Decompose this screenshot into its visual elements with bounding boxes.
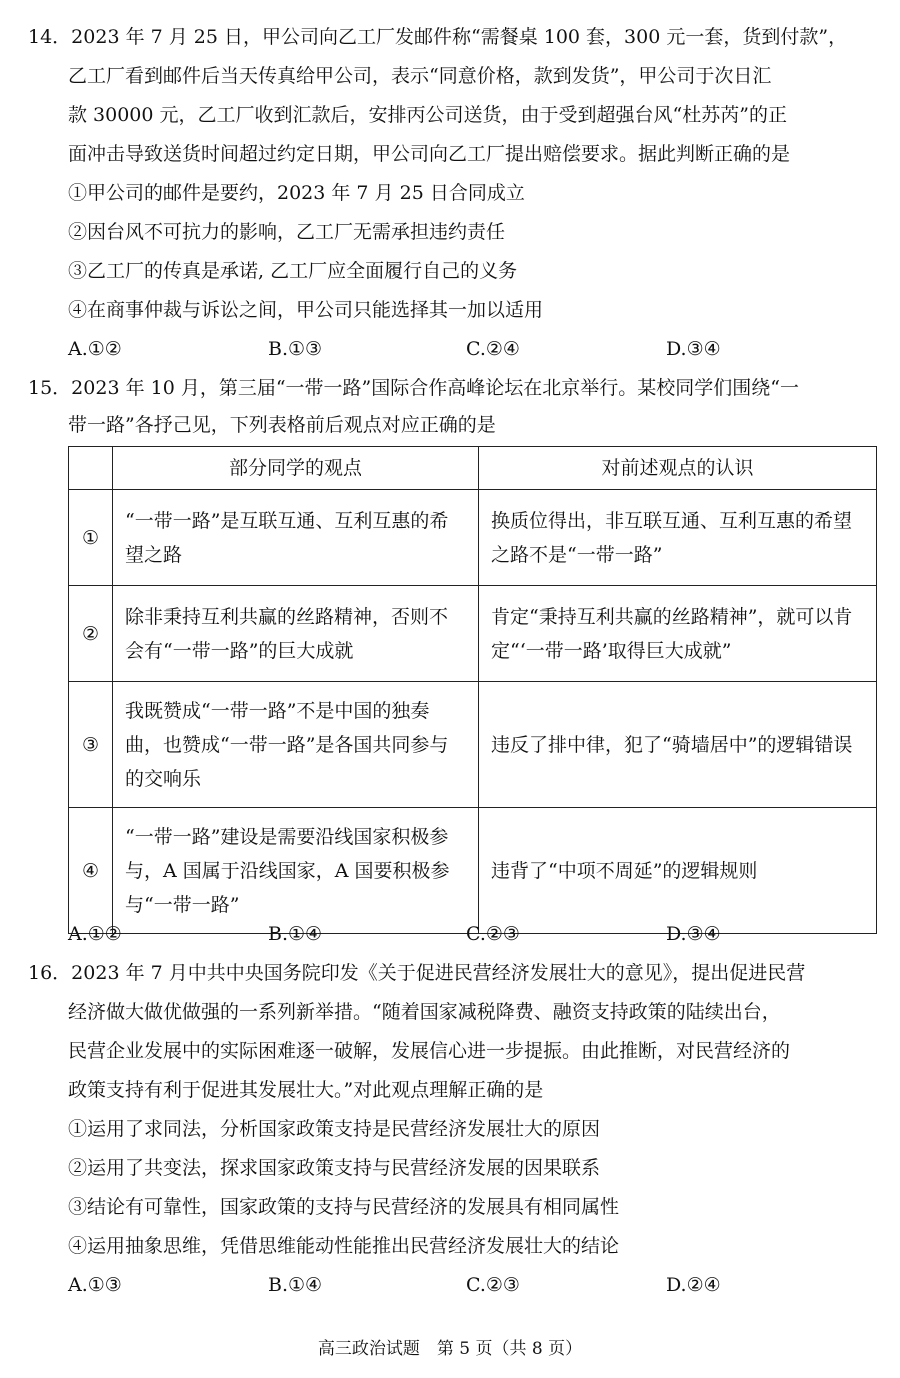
table-row bbox=[69, 586, 877, 682]
row-number: ④ bbox=[69, 808, 113, 934]
answer-option-c[interactable]: C.②④ bbox=[466, 338, 520, 360]
answer-option-d[interactable]: D.③④ bbox=[666, 923, 721, 945]
statement-item: ①运用了求同法，分析国家政策支持是民营经济发展壮大的原因 bbox=[68, 1118, 601, 1140]
view-comment-cell: 换质位得出，非互联互通、互利互惠的希望之路不是“一带一路” bbox=[479, 490, 877, 586]
question-stem-line: 14．2023 年 7 月 25 日，甲公司向乙工厂发邮件称“需餐桌 100 套，300 元一套，货到付款”， bbox=[28, 26, 848, 48]
answer-option-a[interactable]: A.①② bbox=[68, 923, 122, 945]
answer-option-a[interactable]: A.①③ bbox=[68, 1274, 122, 1296]
statement-item: ①甲公司的邮件是要约，2023 年 7 月 25 日合同成立 bbox=[68, 182, 525, 204]
statement-item: ③结论有可靠性，国家政策的支持与民营经济的发展具有相同属性 bbox=[68, 1196, 620, 1218]
student-view-cell: 除非秉持互利共赢的丝路精神，否则不会有“一带一路”的巨大成就 bbox=[113, 586, 479, 682]
answer-option-d[interactable]: D.②④ bbox=[666, 1274, 721, 1296]
question-stem-line: 15．2023 年 10 月，第三届“一带一路”国际合作高峰论坛在北京举行。某校同学们围绕“一 bbox=[28, 377, 799, 399]
question-stem-line: 款 30000 元，乙工厂收到汇款后，安排丙公司送货，由于受到超强台风“杜苏芮”的正 bbox=[68, 104, 787, 126]
answer-option-b[interactable]: B.①④ bbox=[268, 1274, 323, 1296]
viewpoint-table bbox=[68, 446, 877, 934]
student-view-cell: “一带一路”是互联互通、互利互惠的希望之路 bbox=[113, 490, 479, 586]
student-view-cell: 我既赞成“一带一路”不是中国的独奏曲，也赞成“一带一路”是各国共同参与的交响乐 bbox=[113, 682, 479, 808]
row-number: ① bbox=[69, 490, 113, 586]
question-stem-line: 16．2023 年 7 月中共中央国务院印发《关于促进民营经济发展壮大的意见》，提出促进民营 bbox=[28, 962, 806, 984]
question-stem-line: 带一路”各抒己见，下列表格前后观点对应正确的是 bbox=[68, 414, 496, 436]
question-stem-line: 乙工厂看到邮件后当天传真给甲公司，表示“同意价格，款到发货”，甲公司于次日汇 bbox=[68, 65, 772, 87]
table-row bbox=[69, 490, 877, 586]
row-number: ③ bbox=[69, 682, 113, 808]
answer-option-c[interactable]: C.②③ bbox=[466, 1274, 520, 1296]
view-comment-cell: 违背了“中项不周延”的逻辑规则 bbox=[479, 808, 877, 934]
answer-option-a[interactable]: A.①② bbox=[68, 338, 122, 360]
table-row bbox=[69, 682, 877, 808]
answer-option-b[interactable]: B.①③ bbox=[268, 338, 323, 360]
view-comment-cell: 违反了排中律，犯了“骑墙居中”的逻辑错误 bbox=[479, 682, 877, 808]
row-number: ② bbox=[69, 586, 113, 682]
table-row bbox=[69, 808, 877, 934]
answer-option-d[interactable]: D.③④ bbox=[666, 338, 721, 360]
table-header-cell: 部分同学的观点 bbox=[113, 447, 479, 490]
page-footer: 高三政治试题 第 5 页（共 8 页） bbox=[317, 1339, 583, 1359]
question-stem-line: 政策支持有利于促进其发展壮大。”对此观点理解正确的是 bbox=[68, 1079, 544, 1101]
statement-item: ④运用抽象思维，凭借思维能动性能推出民营经济发展壮大的结论 bbox=[68, 1235, 620, 1257]
question-stem-line: 民营企业发展中的实际困难逐一破解，发展信心进一步提振。由此推断，对民营经济的 bbox=[68, 1040, 791, 1062]
answer-option-b[interactable]: B.①④ bbox=[268, 923, 323, 945]
table-header-row bbox=[69, 447, 877, 490]
statement-item: ③乙工厂的传真是承诺, 乙工厂应全面履行自己的义务 bbox=[68, 260, 518, 282]
statement-item: ②运用了共变法，探求国家政策支持与民营经济发展的因果联系 bbox=[68, 1157, 601, 1179]
table-header-cell: 对前述观点的认识 bbox=[479, 447, 877, 490]
question-stem-line: 面冲击导致送货时间超过约定日期，甲公司向乙工厂提出赔偿要求。据此判断正确的是 bbox=[68, 143, 791, 165]
table-header-cell bbox=[69, 447, 113, 490]
question-stem-line: 经济做大做优做强的一系列新举措。“随着国家减税降费、融资支持政策的陆续出台， bbox=[68, 1001, 781, 1023]
statement-item: ④在商事仲裁与诉讼之间，甲公司只能选择其一加以适用 bbox=[68, 299, 544, 321]
answer-option-c[interactable]: C.②③ bbox=[466, 923, 520, 945]
student-view-cell: “一带一路”建设是需要沿线国家积极参与，A 国属于沿线国家，A 国要积极参与“一带一路” bbox=[113, 808, 479, 934]
statement-item: ②因台风不可抗力的影响，乙工厂无需承担违约责任 bbox=[68, 221, 506, 243]
view-comment-cell: 肯定“秉持互利共赢的丝路精神”，就可以肯定“‘一带一路’取得巨大成就” bbox=[479, 586, 877, 682]
